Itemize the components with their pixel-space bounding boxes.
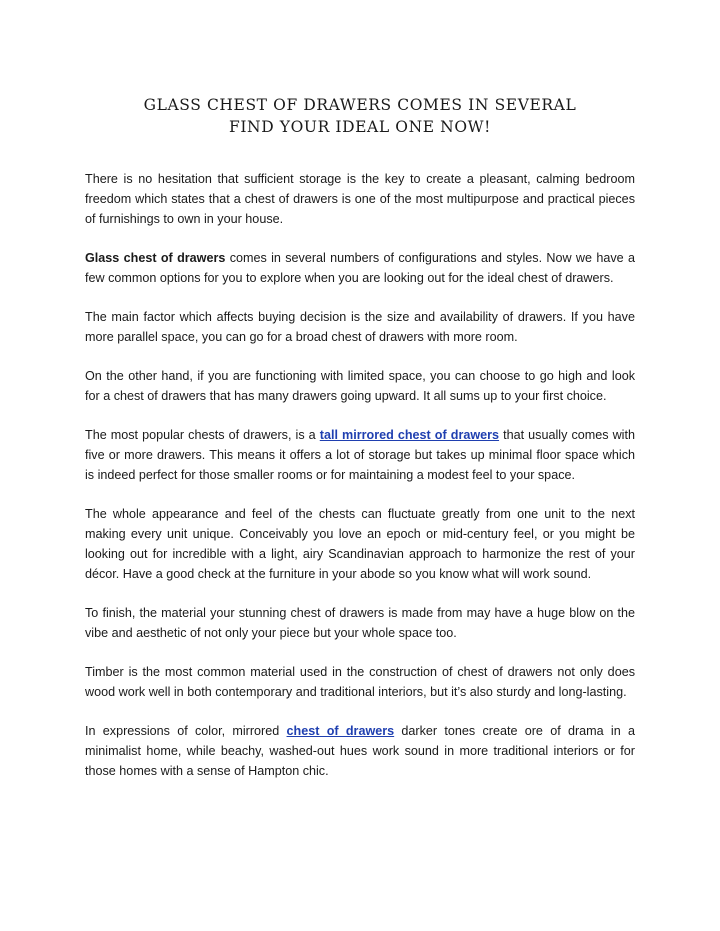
paragraph-main-factor: The main factor which affects buying decision is the size and availability of drawers. If you have more parallel space, you can go for a broad chest of drawers with more room. [85, 310, 635, 344]
paragraph-timber: Timber is the most common material used in the construction of chest of drawers not only does wood work well in both contemporary and traditional interiors, but it’s also sturdy and long-lasting. [85, 665, 635, 699]
paragraph-text: The most popular chests of drawers, is a [85, 428, 320, 442]
paragraph-appearance: The whole appearance and feel of the chests can fluctuate greatly from one unit to the next making every unit unique. Conceivably you love an epoch or mid-century feel, or you might be looking out for incredible with a light, airy Scandinavian approach to harmonize the rest of your décor. Have a good check at the furniture in your abode so you know what will work sound. [85, 507, 635, 581]
paragraph-material: To finish, the material your stunning chest of drawers is made from may have a huge blow on the vibe and aesthetic of not only your piece but your whole space too. [85, 606, 635, 640]
paragraph-popular-chests [85, 425, 635, 485]
paragraph-configurations [85, 248, 635, 288]
tall-mirrored-chest-link[interactable]: tall mirrored chest of drawers [319, 428, 500, 442]
paragraph-limited-space: On the other hand, if you are functioning with limited space, you can choose to go high and look for a chest of drawers that has many drawers going upward. It all sums up to your first choice. [85, 369, 635, 403]
paragraph-text: that usually comes with five or more drawers. This means it offers a lot of storage but takes up minimal floor space which is indeed perfect for those smaller rooms or for maintaining a modest feel to your space. [85, 428, 635, 482]
page-title-line-2: FIND YOUR IDEAL ONE NOW! [228, 118, 491, 137]
page-title-line-1: GLASS CHEST OF DRAWERS COMES IN SEVERAL [143, 96, 577, 115]
bold-keyword: Glass chest of drawers [85, 251, 226, 265]
chest-of-drawers-link[interactable]: chest of drawers [286, 724, 395, 738]
paragraph-text: comes in several numbers of configurations and styles. Now we have a few common options for you to explore when you are looking out for the ideal chest of drawers. [85, 251, 635, 285]
page-title [60, 94, 660, 138]
article-body [85, 169, 635, 800]
paragraph-text: In expressions of color, mirrored [85, 724, 287, 738]
paragraph-intro: There is no hesitation that sufficient storage is the key to create a pleasant, calming bedroom freedom which states that a chest of drawers is one of the most multipurpose and practical pieces of furnishings to own in your house. [85, 172, 635, 226]
paragraph-text: darker tones create ore of drama in a minimalist home, while beachy, washed-out hues work sound in more traditional interiors or for those homes with a sense of Hampton chic. [85, 724, 635, 778]
paragraph-color [85, 721, 635, 781]
